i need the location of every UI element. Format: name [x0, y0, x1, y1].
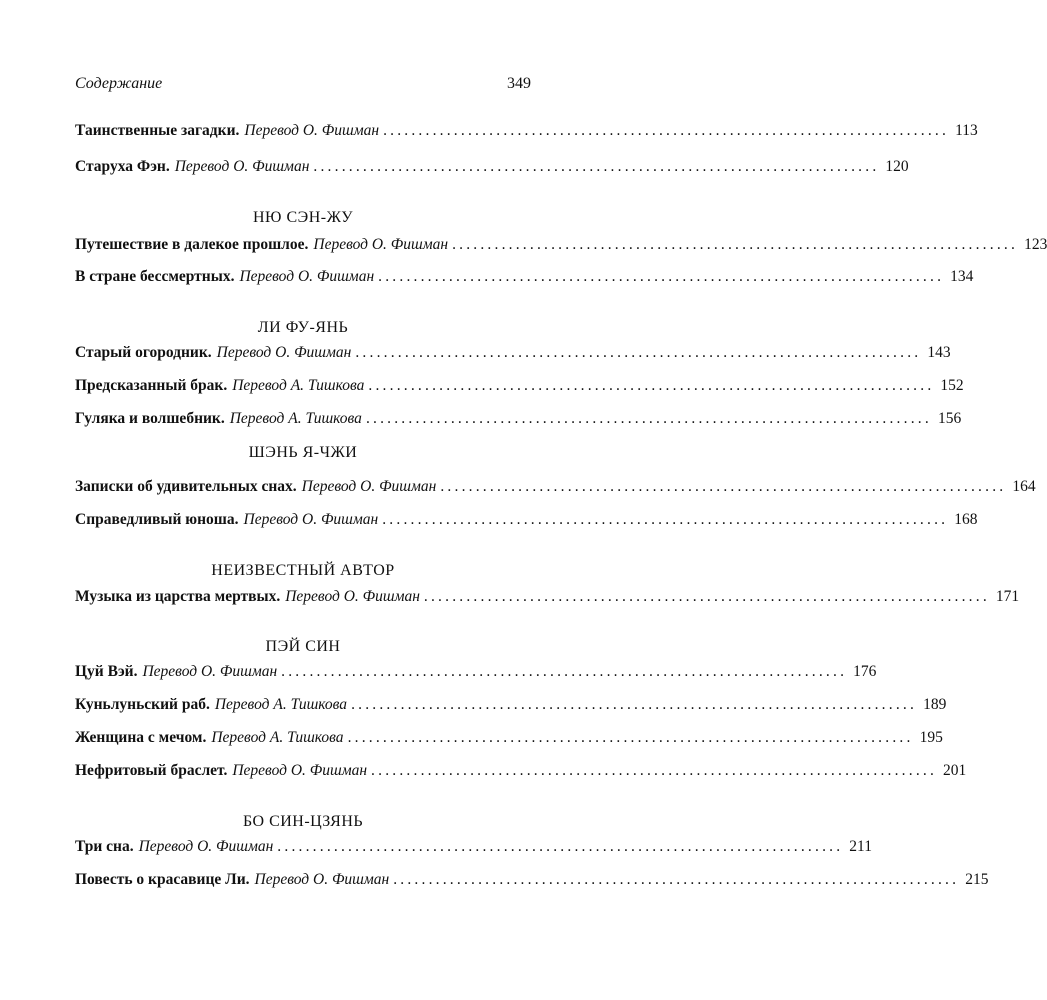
entry-title: Гуляка и волшебник.: [75, 410, 225, 427]
entry-translator: Перевод А. Тишкова: [232, 377, 365, 394]
entry-title: Старуха Фэн.: [75, 158, 170, 175]
entry-title: Нефритовый браслет.: [75, 762, 228, 779]
entry-page: 123: [1024, 236, 1047, 253]
dot-leader: ................................................................................: [313, 158, 880, 175]
toc-entry: [75, 343, 951, 363]
entry-page: 113: [955, 122, 978, 139]
author-heading: БО СИН-ЦЗЯНЬ: [242, 813, 364, 830]
entry-translator: Перевод О. Фишман: [243, 511, 379, 528]
dot-leader: ................................................................................: [368, 377, 935, 394]
dot-leader: ................................................................................: [355, 344, 922, 361]
toc-entry: [75, 662, 877, 682]
entry-title: Музыка из царства мертвых.: [75, 588, 281, 605]
toc-entry: [75, 267, 974, 287]
entry-page: 168: [954, 511, 978, 528]
entry-page: 134: [950, 268, 974, 285]
entry-title: Повесть о красавице Ли.: [75, 871, 250, 888]
toc-entry: [75, 409, 962, 429]
entry-translator: Перевод О. Фишман: [254, 871, 390, 888]
dot-leader: ................................................................................: [452, 236, 1019, 253]
author-heading: НЮ СЭН-ЖУ: [252, 209, 354, 226]
dot-leader: ................................................................................: [347, 729, 914, 746]
dot-leader: ................................................................................: [383, 122, 950, 139]
dot-leader: ................................................................................: [277, 838, 844, 855]
entry-translator: Перевод О. Фишман: [313, 236, 449, 253]
toc-entry: [75, 157, 909, 177]
entry-page: 152: [940, 377, 964, 394]
entry-page: 215: [965, 871, 989, 888]
toc-entry: [75, 695, 947, 715]
author-heading: ПЭЙ СИН: [265, 638, 341, 655]
entry-title: Справедливый юноша.: [75, 511, 239, 528]
entry-title: Три сна.: [75, 838, 134, 855]
entry-title: Путешествие в далекое прошлое.: [75, 236, 309, 253]
entry-translator: Перевод О. Фишман: [142, 663, 278, 680]
dot-leader: ................................................................................: [440, 478, 1007, 495]
running-header: [75, 75, 531, 93]
entry-title: В стране бессмертных.: [75, 268, 235, 285]
dot-leader: ................................................................................: [371, 762, 938, 779]
entry-title: Цуй Вэй.: [75, 663, 138, 680]
toc-entry: [75, 510, 978, 530]
entry-page: 201: [943, 762, 967, 779]
author-heading: ЛИ ФУ-ЯНЬ: [257, 319, 349, 336]
entry-title: Предсказанный брак.: [75, 377, 228, 394]
entry-title: Старый огородник.: [75, 344, 212, 361]
entry-page: 195: [919, 729, 943, 746]
entry-translator: Перевод О. Фишман: [232, 762, 368, 779]
author-heading: ШЭНЬ Я-ЧЖИ: [248, 444, 358, 461]
dot-leader: ................................................................................: [365, 410, 932, 427]
dot-leader: ................................................................................: [281, 663, 848, 680]
entry-translator: Перевод О. Фишман: [216, 344, 352, 361]
entry-title: Записки об удивительных снах.: [75, 478, 297, 495]
dot-leader: ................................................................................: [378, 268, 945, 285]
entry-page: 189: [923, 696, 947, 713]
toc-entry: [75, 235, 1047, 255]
entry-title: Таинственные загадки.: [75, 122, 240, 139]
entry-translator: Перевод А. Тишкова: [211, 729, 344, 746]
entry-page: 143: [927, 344, 951, 361]
entry-page: 120: [885, 158, 909, 175]
entry-page: 171: [995, 588, 1020, 605]
toc-entry: [75, 121, 978, 141]
entry-page: 164: [1012, 478, 1036, 495]
author-heading: НЕИЗВЕСТНЫЙ АВТОР: [211, 562, 395, 579]
dot-leader: ................................................................................: [382, 511, 949, 528]
entry-page: 176: [853, 663, 877, 680]
page-number: 349: [507, 75, 531, 92]
running-title: Содержание: [75, 75, 163, 92]
entry-translator: Перевод А. Тишкова: [229, 410, 362, 427]
toc-entry: [75, 376, 964, 396]
entry-translator: Перевод О. Фишман: [301, 478, 437, 495]
entry-translator: Перевод О. Фишман: [244, 122, 380, 139]
dot-leader: ................................................................................: [393, 871, 960, 888]
toc-entry: [75, 587, 1020, 607]
entry-translator: Перевод О. Фишман: [239, 268, 375, 285]
entry-translator: Перевод О. Фишман: [138, 838, 274, 855]
dot-leader: ................................................................................: [423, 588, 990, 605]
entry-title: Женщина с мечом.: [75, 729, 207, 746]
entry-translator: Перевод А. Тишкова: [214, 696, 348, 713]
dot-leader: ................................................................................: [351, 696, 918, 713]
entry-translator: Перевод О. Фишман: [285, 588, 420, 605]
toc-entry: [75, 728, 943, 748]
toc-entry: [75, 761, 967, 781]
toc-entry: [75, 870, 989, 890]
entry-translator: Перевод О. Фишман: [174, 158, 310, 175]
toc-entry: [75, 837, 872, 857]
entry-page: 156: [937, 410, 962, 427]
entry-title: Куньлуньский раб.: [75, 696, 210, 713]
toc-entry: [75, 477, 1036, 497]
entry-page: 211: [849, 838, 872, 855]
